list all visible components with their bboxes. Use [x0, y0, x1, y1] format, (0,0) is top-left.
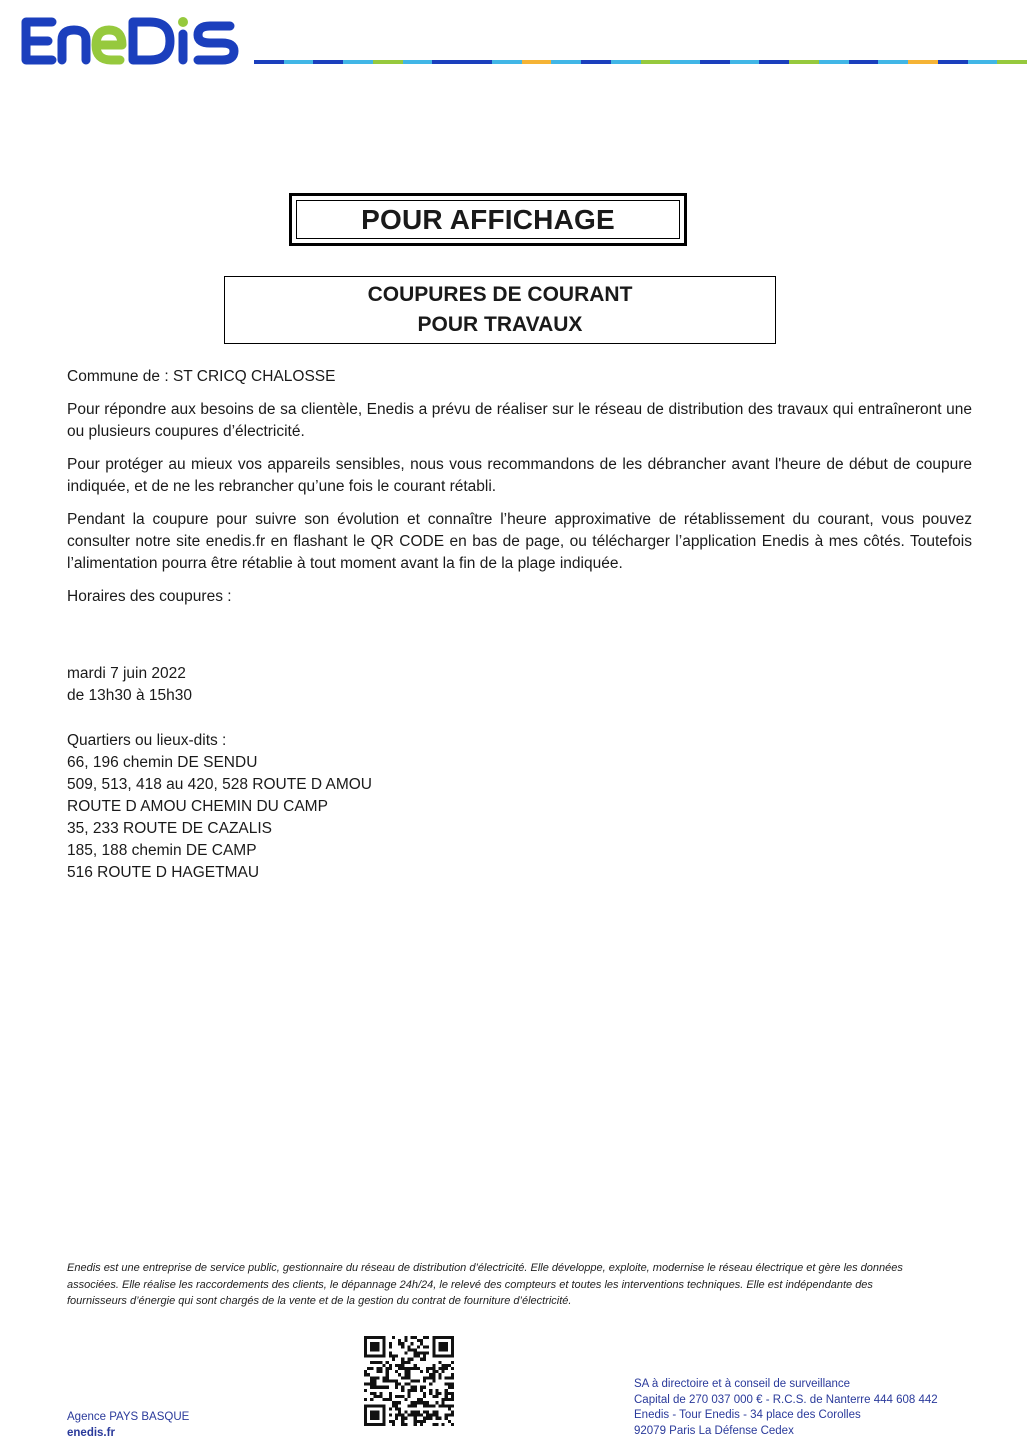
company-line: Capital de 270 037 000 € - R.C.S. de Nanterre 444 608 442 — [634, 1393, 938, 1406]
places-list — [67, 752, 972, 884]
list-item: 516 ROUTE D HAGETMAU — [67, 864, 260, 881]
legal-notice — [67, 1260, 957, 1310]
list-item: 509, 513, 418 au 420, 528 ROUTE D AMOU — [67, 776, 373, 793]
list-item: 66, 196 chemin DE SENDU — [67, 754, 258, 771]
commune-line: Commune de : ST CRICQ CHALOSSE — [67, 368, 336, 385]
website-link[interactable]: enedis.fr — [67, 1427, 115, 1439]
schedule-heading: Horaires des coupures : — [67, 588, 232, 605]
company-line: Enedis - Tour Enedis - 34 place des Corolles — [634, 1409, 861, 1422]
list-item: 35, 233 ROUTE DE CAZALIS — [67, 820, 273, 837]
paragraph-suivi: Pendant la coupure pour suivre son évolution et connaître l’heure approximative de rétablissement du courant, vous pouvez consulter notre site enedis.fr en flashant le QR CODE en bas de page, ou télécharger l’application Enedis à mes côtés. Toutefois l’alimentation pourra être rétablie à tout moment avant la fin de la plage indiquée. — [67, 511, 972, 572]
list-item: 185, 188 chemin DE CAMP — [67, 842, 257, 859]
paragraph-protection: Pour protéger au mieux vos appareils sensibles, nous vous recommandons de les débrancher avant l'heure de début de coupure indiquée, et de ne les rebrancher qu’une fois le courant rétabli. — [67, 456, 972, 495]
agence-name: Agence PAYS BASQUE — [67, 1411, 190, 1423]
outage-date: mardi 7 juin 2022 — [67, 665, 186, 682]
coupures-box — [224, 276, 776, 344]
pour-affichage-box — [289, 193, 687, 246]
coupures-title-line2: POUR TRAVAUX — [417, 313, 583, 336]
qr-code-icon[interactable] — [364, 1336, 454, 1426]
agence-block — [67, 1409, 189, 1441]
notice-content — [67, 366, 972, 884]
company-line: SA à directoire et à conseil de surveillance — [634, 1378, 851, 1390]
coupures-title-line1: COUPURES DE COURANT — [367, 283, 633, 306]
legal-line: Enedis est une entreprise de service public, gestionnaire du réseau de distribution d’électricité. Elle développe, exploite, modernise le réseau électrique et gère les données — [67, 1262, 903, 1274]
legal-line: fournisseurs d’énergie qui sont chargés de la vente et de la gestion du contrat de fourniture d’électricité. — [67, 1295, 572, 1307]
outage-time: de 13h30 à 15h30 — [67, 687, 192, 704]
company-line: 92079 Paris La Défense Cedex — [634, 1425, 794, 1438]
list-item: ROUTE D AMOU CHEMIN DU CAMP — [67, 798, 328, 815]
places-heading: Quartiers ou lieux-dits : — [67, 732, 227, 749]
enedis-logo — [16, 12, 248, 70]
company-info — [634, 1377, 938, 1440]
header-color-stripe — [254, 60, 1027, 64]
pour-affichage-title: POUR AFFICHAGE — [296, 200, 680, 239]
legal-line: associées. Elle réalise les raccordements des clients, le dépannage 24h/24, le relevé des compteurs et toutes les interventions techniques. Elle est indépendante des — [67, 1278, 873, 1291]
paragraph-besoins: Pour répondre aux besoins de sa clientèle, Enedis a prévu de réaliser sur le réseau de distribution des travaux qui entraîneront une ou plusieurs coupures d’électricité. — [67, 401, 972, 440]
